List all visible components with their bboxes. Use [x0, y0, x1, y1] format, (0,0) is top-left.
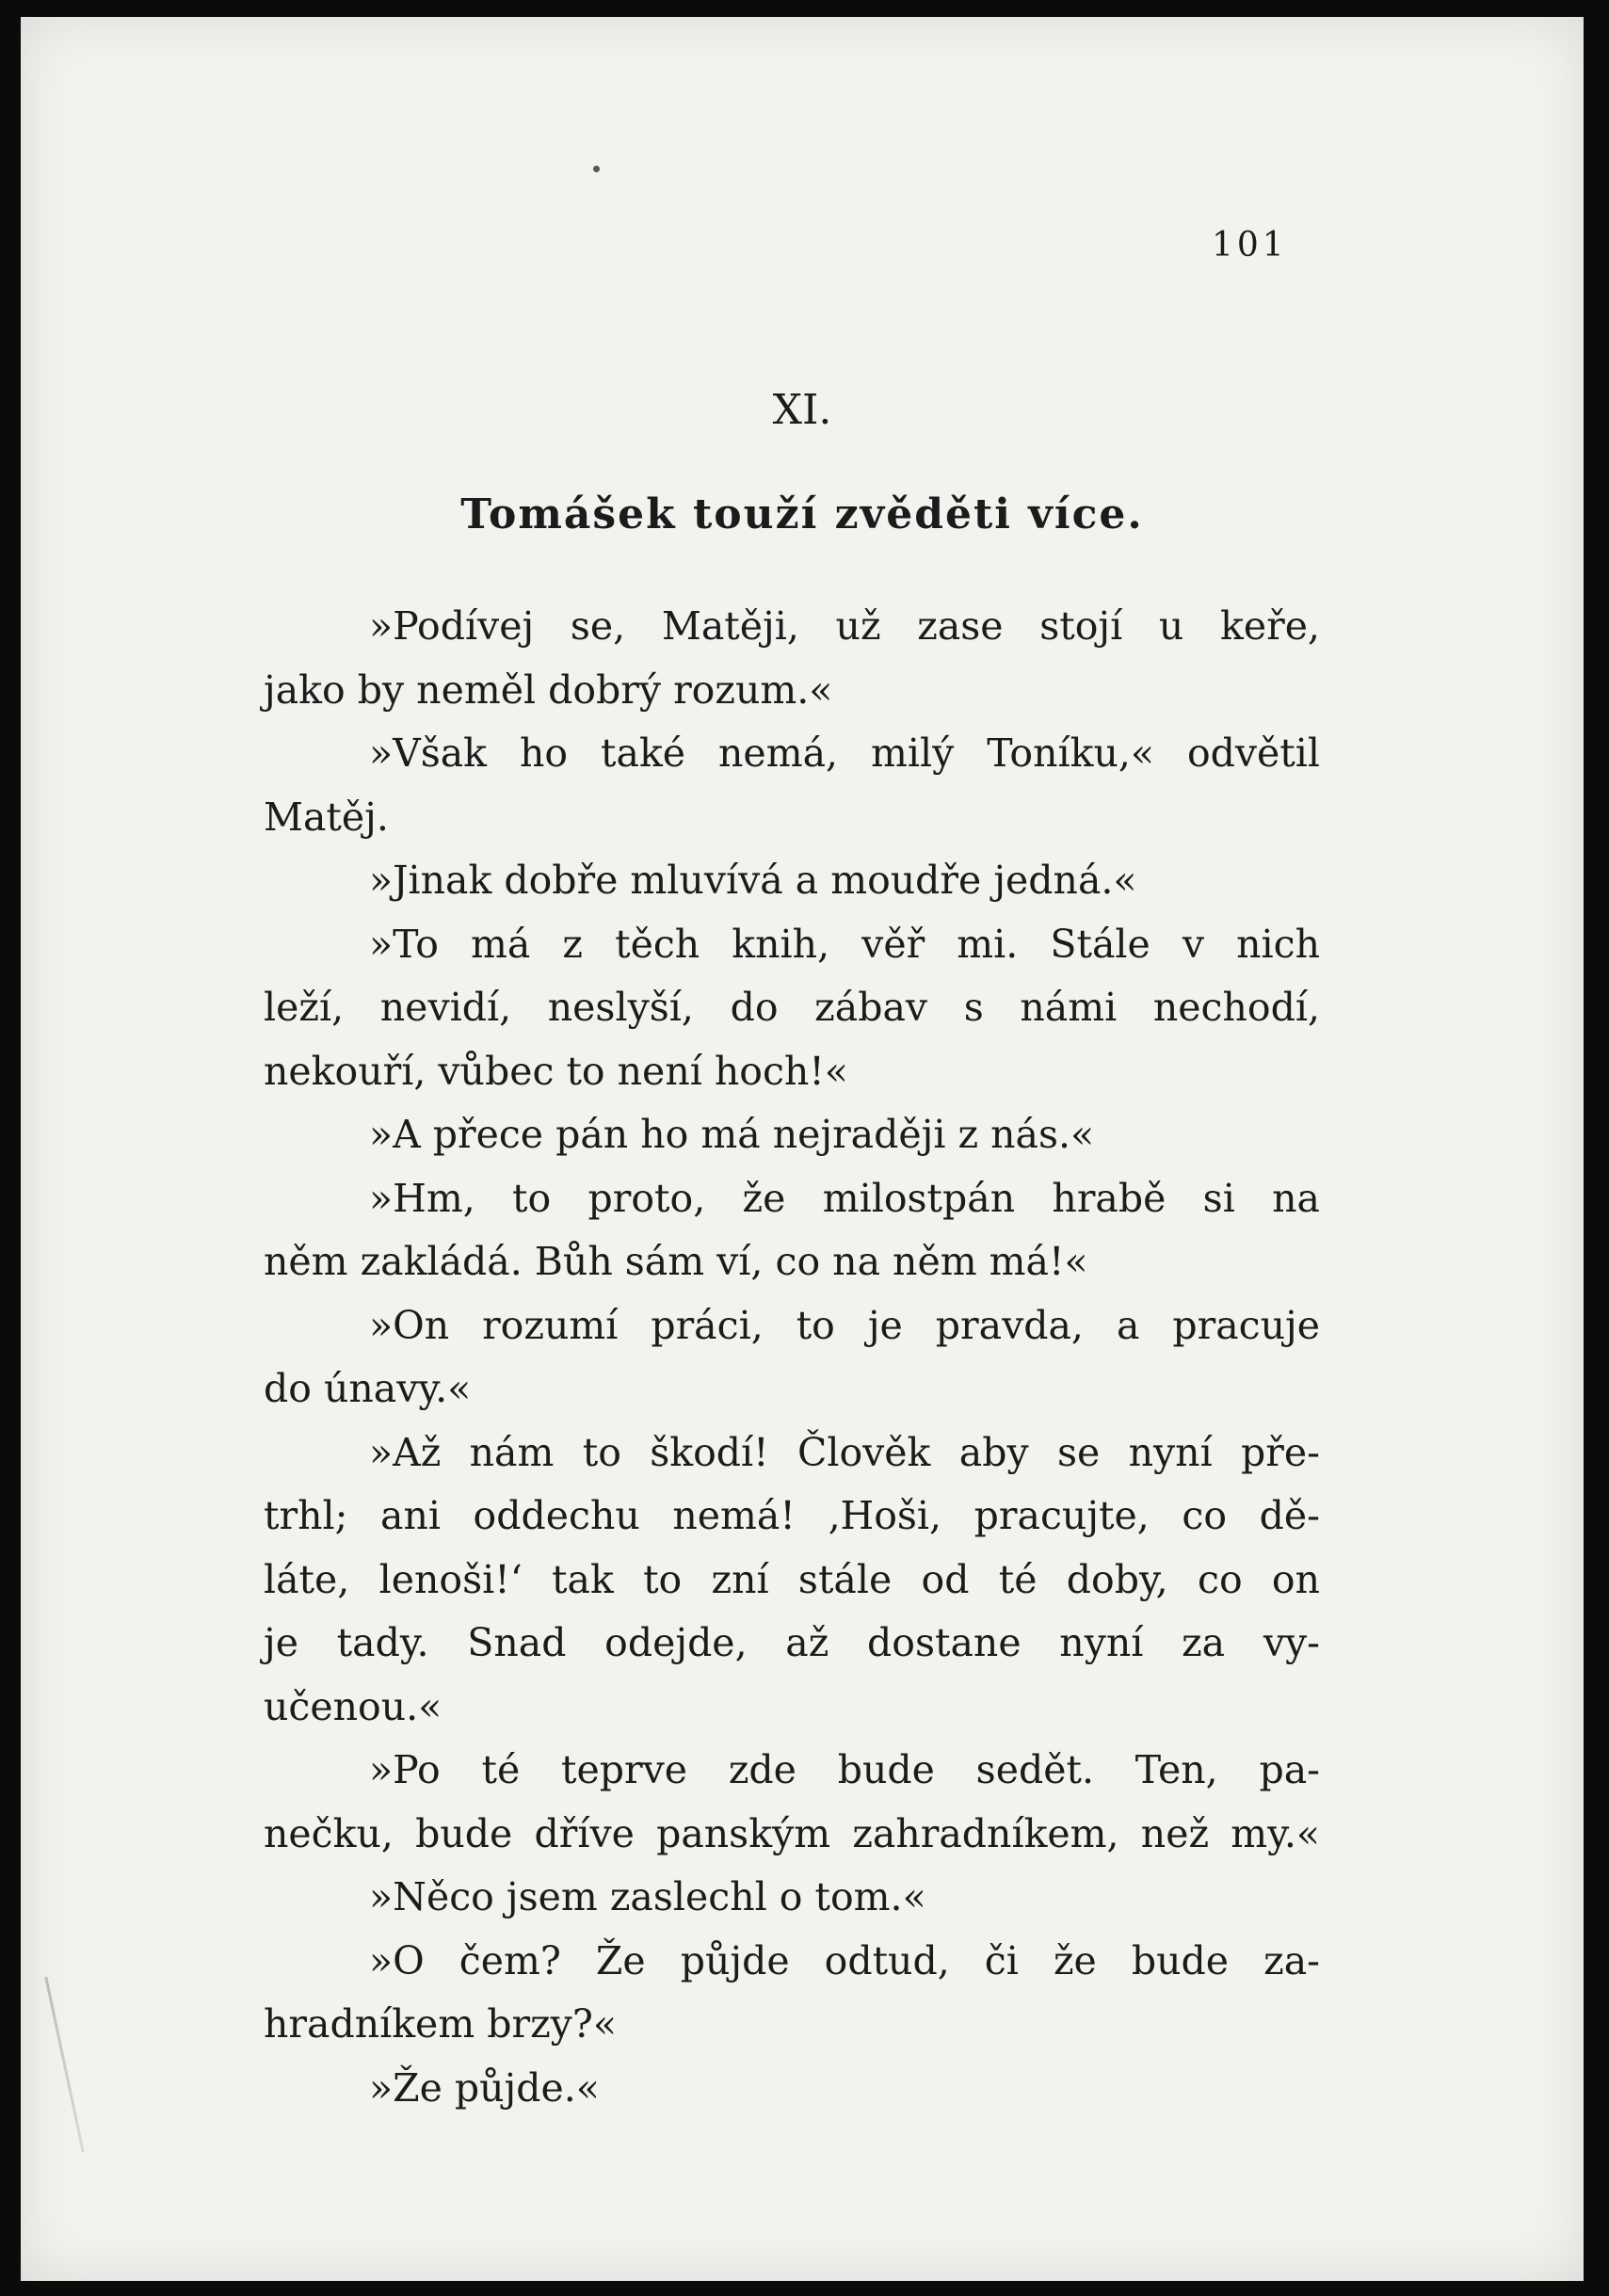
- text-line: trhl; ani oddechu nemá! ‚Hoši, pracujte, co dě-: [264, 1493, 1320, 1538]
- text-line: »Že půjde.«: [369, 2064, 600, 2111]
- text-line: »Jinak dobře mluvívá a moudře jedná.«: [369, 858, 1137, 903]
- text-line: »Podívej se, Matěji, už zase stojí u keře,: [369, 603, 1320, 649]
- chapter-title: Tomášek touží zvěděti více.: [460, 490, 1144, 538]
- book-page: [21, 17, 1584, 2281]
- chapter-number: XI.: [772, 386, 832, 434]
- text-line: leží, nevidí, neslyší, do zábav s námi nechodí,: [264, 985, 1320, 1030]
- page-number: 101: [1212, 226, 1288, 265]
- text-line: láte, lenoši!‘ tak to zní stále od té doby, co on: [264, 1556, 1320, 1602]
- text-line: »Však ho také nemá, milý Toníku,« odvětil: [369, 731, 1320, 776]
- text-line: »Až nám to škodí! Člověk aby se nyní pře-: [369, 1429, 1320, 1475]
- text-line: hradníkem brzy?«: [264, 2001, 617, 2047]
- text-line: nekouří, vůbec to není hoch!«: [264, 1048, 848, 1094]
- text-line: učenou.«: [264, 1683, 442, 1729]
- text-line: »Hm, to proto, že milostpán hrabě si na: [369, 1175, 1320, 1221]
- text-line: »A přece pán ho má nejraději z nás.«: [369, 1112, 1095, 1157]
- text-line: jako by neměl dobrý rozum.«: [264, 666, 833, 713]
- body-text: [264, 595, 1320, 2120]
- text-line: »Něco jsem zaslechl o tom.«: [369, 1874, 926, 1919]
- text-line: nečku, bude dříve panským zahradníkem, než my.«: [264, 1810, 1320, 1856]
- text-line: do únavy.«: [264, 1366, 472, 1411]
- text-line: »Po té teprve zde bude sedět. Ten, pa-: [369, 1747, 1320, 1792]
- text-line: »On rozumí práci, to je pravda, a pracuje: [369, 1302, 1320, 1348]
- text-line: něm zakládá. Bůh sám ví, co na něm má!«: [264, 1239, 1088, 1284]
- text-line: je tady. Snad odejde, až dostane nyní za vy-: [264, 1620, 1320, 1665]
- text-line: »To má z těch knih, věř mi. Stále v nich: [369, 921, 1320, 967]
- text-line: Matěj.: [264, 794, 389, 840]
- ink-speck: [593, 166, 600, 172]
- text-line: »O čem? Že půjde odtud, či že bude za-: [369, 1937, 1320, 1983]
- scan-scratch: [44, 1977, 84, 2152]
